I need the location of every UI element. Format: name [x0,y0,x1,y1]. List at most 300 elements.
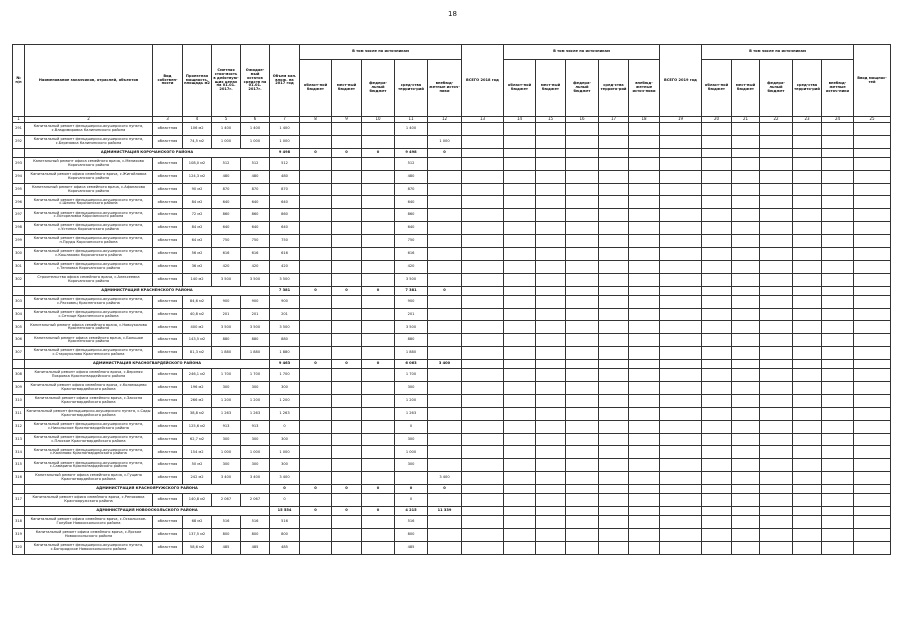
cell-empty [732,260,760,273]
header-src-federal: федера-льный бюджет [566,60,599,117]
table-row [13,222,891,235]
table-row [13,235,891,248]
cell-expected-rest: 640 [241,222,270,235]
column-number: 3 [153,117,183,123]
cell-empty [599,507,629,516]
table-row [13,446,891,459]
cell-empty [854,459,891,472]
cell-empty [854,394,891,407]
header-src-offbudget: внебюд-жетные источ-ники [629,60,660,117]
cell-ownership: областная [153,334,183,347]
cell-empty [702,209,732,222]
cell-empty [536,123,566,136]
cell-empty [760,507,793,516]
cell-empty [504,334,536,347]
cell-empty [599,123,629,136]
cell-empty [760,494,793,507]
cell-src-federal [362,183,395,196]
cell-empty [760,222,793,235]
cell-est-cost: 750 [212,235,241,248]
cell-empty [660,135,702,148]
cell-expected-rest: 913 [241,420,270,433]
cell-volume-2017: 300 [270,382,300,395]
cell-expected-rest: 1 200 [241,394,270,407]
cell-empty [702,196,732,209]
cell-src-territory [395,135,428,148]
cell-empty [629,420,660,433]
cell-volume-2017: 1 700 [270,369,300,382]
cell-expected-rest: 300 [241,459,270,472]
cell-src-local [332,209,362,222]
cell-empty [536,507,566,516]
cell-name: Капитальный ремонт офиса семейного врача, с.Большое Красненского района [25,334,153,347]
cell-volume-2017: 516 [270,516,300,529]
column-number: 22 [760,117,793,123]
cell-empty [599,334,629,347]
cell-num: 308 [13,369,25,382]
cell-src-regional: 0 [300,507,332,516]
cell-empty [504,295,536,308]
cell-empty [793,157,822,170]
cell-empty [760,286,793,295]
cell-empty [536,273,566,286]
cell-empty [504,248,536,261]
cell-src-regional [300,528,332,541]
column-number: 12 [428,117,462,123]
cell-empty [760,433,793,446]
cell-src-offbudget [428,369,462,382]
cell-empty [660,260,702,273]
cell-num: 309 [13,382,25,395]
cell-empty [702,407,732,420]
cell-empty [732,528,760,541]
cell-ownership: областная [153,459,183,472]
cell-src-local [332,222,362,235]
cell-name: Строительство офиса семейного врача, с.Алексеевка Корочанского района [25,273,153,286]
cell-empty [504,459,536,472]
cell-volume-2017: 1 880 [270,347,300,360]
cell-src-federal [362,528,395,541]
cell-empty [660,494,702,507]
cell-src-federal [362,541,395,554]
cell-empty [702,321,732,334]
cell-empty [462,459,504,472]
cell-empty [702,135,732,148]
cell-empty [566,407,599,420]
cell-empty [854,472,891,485]
cell-empty [793,260,822,273]
cell-empty [536,360,566,369]
cell-volume-2017: 201 [270,308,300,321]
cell-est-cost: 880 [212,334,241,347]
cell-empty [629,170,660,183]
cell-src-territory: 750 [395,235,428,248]
cell-src-regional [300,196,332,209]
cell-empty [660,148,702,157]
cell-name: Капитальный ремонт фельдшерско-акушерского пункта, с.Сады Красногвардейского района [25,407,153,420]
cell-empty [536,347,566,360]
cell-empty [629,209,660,222]
cell-empty [822,507,854,516]
cell-src-federal: 0 [362,286,395,295]
cell-empty [854,528,891,541]
cell-est-cost: 3 500 [212,321,241,334]
cell-src-local [332,459,362,472]
cell-empty [599,235,629,248]
cell-src-territory: 420 [395,260,428,273]
cell-src-regional: 0 [300,360,332,369]
cell-empty [566,157,599,170]
cell-empty [536,394,566,407]
cell-empty [793,485,822,494]
cell-src-offbudget [428,516,462,529]
cell-empty [822,183,854,196]
cell-empty [462,360,504,369]
cell-empty [504,347,536,360]
cell-empty [629,260,660,273]
cell-src-local [332,295,362,308]
cell-est-cost: 300 [212,459,241,472]
cell-empty [504,135,536,148]
cell-empty [732,369,760,382]
column-number: 1 [13,117,25,123]
header-row-top [13,45,891,60]
cell-capacity: 106 м2 [183,123,212,136]
cell-empty [760,446,793,459]
cell-src-local [332,472,362,485]
cell-empty [702,459,732,472]
cell-empty [854,170,891,183]
cell-empty [702,295,732,308]
cell-src-regional: 0 [300,148,332,157]
cell-empty [504,528,536,541]
cell-empty [536,222,566,235]
cell-volume-2017: 300 [270,433,300,446]
header-src-offbudget: внебюд-жетные источ-ники [428,60,462,117]
cell-empty [793,183,822,196]
column-number: 8 [300,117,332,123]
cell-ownership: областная [153,433,183,446]
cell-empty [536,369,566,382]
cell-expected-rest: 870 [241,183,270,196]
cell-src-offbudget: 3 400 [428,472,462,485]
cell-capacity: 58,6 м2 [183,541,212,554]
cell-empty [599,286,629,295]
cell-src-offbudget: 3 400 [428,360,462,369]
cell-empty [566,308,599,321]
cell-volume-2017: 9 498 [270,148,300,157]
cell-expected-rest: 1 400 [241,123,270,136]
cell-src-local [332,308,362,321]
cell-empty [760,394,793,407]
cell-empty [536,420,566,433]
cell-name: АДМИНИСТРАЦИЯ КОРОЧАНСКОГО РАЙОНА [25,148,270,157]
cell-empty [599,485,629,494]
cell-name: Капитальный ремонт фельдшерско-акушерского пункта, с.Никольское Красногвардейского района [25,420,153,433]
cell-empty [732,472,760,485]
cell-empty [462,222,504,235]
cell-src-federal [362,334,395,347]
cell-empty [732,459,760,472]
cell-empty [660,248,702,261]
cell-name: Капитальный ремонт офиса семейного врача, с.Жигайловка Корочанского района [25,170,153,183]
cell-capacity: 74,5 м2 [183,135,212,148]
cell-empty [760,260,793,273]
cell-empty [854,308,891,321]
cell-est-cost: 480 [212,170,241,183]
cell-num [13,507,25,516]
cell-src-offbudget: 0 [428,286,462,295]
cell-empty [732,382,760,395]
cell-src-local: 0 [332,148,362,157]
cell-empty [702,394,732,407]
cell-src-offbudget [428,541,462,554]
cell-empty [504,407,536,420]
cell-empty [760,516,793,529]
cell-name: Капитальный ремонт фельдшерско-акушерского пункта, с.Богородское Новооскольского района [25,541,153,554]
cell-empty [732,494,760,507]
cell-num: 313 [13,433,25,446]
cell-empty [566,196,599,209]
cell-name: Капитальный ремонт фельдшерско-акушерского пункта, с.Староуколово Красненского района [25,347,153,360]
cell-est-cost: 616 [212,248,241,261]
cell-num: 299 [13,235,25,248]
cell-empty [462,235,504,248]
cell-src-territory: 1 400 [395,123,428,136]
cell-num: 318 [13,516,25,529]
cell-expected-rest: 1 880 [241,347,270,360]
table-row [13,321,891,334]
header-src-federal: федера-льный бюджет [760,60,793,117]
cell-src-territory: 516 [395,516,428,529]
header-sources-2017: В том числе по источникам [300,45,462,60]
cell-ownership: областная [153,420,183,433]
cell-src-territory: 0 [395,485,428,494]
cell-empty [462,541,504,554]
section-row [13,360,891,369]
cell-src-regional [300,135,332,148]
cell-empty [854,433,891,446]
cell-ownership: областная [153,446,183,459]
table-row [13,183,891,196]
table-row [13,295,891,308]
cell-empty [822,260,854,273]
cell-empty [629,360,660,369]
column-number: 10 [362,117,395,123]
cell-empty [660,394,702,407]
cell-empty [793,516,822,529]
cell-empty [854,347,891,360]
cell-src-territory [395,472,428,485]
cell-src-territory: 3 500 [395,321,428,334]
cell-empty [462,528,504,541]
cell-src-offbudget [428,321,462,334]
cell-src-federal [362,321,395,334]
cell-empty [822,433,854,446]
cell-empty [793,420,822,433]
cell-empty [462,286,504,295]
cell-empty [793,459,822,472]
cell-capacity: 140 м2 [183,273,212,286]
column-number: 9 [332,117,362,123]
table-row [13,157,891,170]
cell-empty [702,369,732,382]
cell-empty [536,260,566,273]
cell-src-regional [300,516,332,529]
cell-empty [536,407,566,420]
cell-empty [732,135,760,148]
cell-name: Капитальный ремонт офиса семейного врача, с.Засосна Красногвардейского района [25,394,153,407]
cell-empty [760,420,793,433]
cell-empty [822,459,854,472]
cell-empty [732,286,760,295]
cell-empty [822,541,854,554]
cell-empty [854,183,891,196]
cell-empty [760,135,793,148]
cell-empty [599,308,629,321]
header-src-regional: област-ной бюджет [300,60,332,117]
cell-empty [566,541,599,554]
table-row [13,516,891,529]
cell-empty [702,123,732,136]
cell-empty [702,485,732,494]
cell-empty [702,472,732,485]
cell-empty [822,308,854,321]
cell-expected-rest: 880 [241,334,270,347]
cell-src-regional [300,494,332,507]
cell-expected-rest: 3 500 [241,273,270,286]
cell-empty [462,157,504,170]
table-row [13,334,891,347]
cell-capacity: 84,6 м2 [183,295,212,308]
table-row [13,369,891,382]
cell-src-territory: 1 880 [395,347,428,360]
cell-empty [599,420,629,433]
cell-empty [822,196,854,209]
cell-capacity: 90 м2 [183,183,212,196]
cell-empty [629,321,660,334]
cell-expected-rest: 3 500 [241,321,270,334]
cell-empty [660,235,702,248]
column-number: 23 [793,117,822,123]
cell-empty [854,157,891,170]
cell-empty [822,273,854,286]
cell-empty [760,273,793,286]
cell-empty [760,360,793,369]
cell-empty [504,494,536,507]
cell-src-regional [300,433,332,446]
cell-src-federal [362,369,395,382]
cell-empty [760,541,793,554]
cell-empty [732,321,760,334]
cell-empty [793,407,822,420]
cell-src-territory: 3 500 [395,273,428,286]
cell-empty [629,394,660,407]
cell-src-regional: 0 [300,485,332,494]
cell-empty [732,394,760,407]
cell-empty [660,407,702,420]
cell-empty [504,420,536,433]
cell-empty [854,369,891,382]
cell-empty [660,459,702,472]
column-number: 19 [660,117,702,123]
cell-num: 293 [13,157,25,170]
cell-empty [854,507,891,516]
cell-capacity: 68 м2 [183,516,212,529]
cell-volume-2017: 300 [270,459,300,472]
section-row [13,148,891,157]
cell-empty [793,494,822,507]
cell-empty [793,196,822,209]
cell-empty [732,209,760,222]
cell-est-cost: 3 400 [212,472,241,485]
cell-src-federal [362,433,395,446]
cell-empty [504,235,536,248]
cell-empty [702,183,732,196]
column-number: 25 [854,117,891,123]
cell-empty [536,248,566,261]
header-src-local: мест-ный бюджет [332,60,362,117]
cell-src-territory: 860 [395,209,428,222]
cell-empty [760,157,793,170]
cell-empty [599,295,629,308]
cell-num [13,360,25,369]
cell-src-local [332,394,362,407]
cell-src-federal [362,135,395,148]
cell-volume-2017: 512 [270,157,300,170]
cell-empty [732,248,760,261]
cell-volume-2017: 640 [270,222,300,235]
table-row [13,196,891,209]
cell-volume-2017: 9 463 [270,360,300,369]
cell-empty [793,123,822,136]
cell-name: Капитальный ремонт фельдшерско-акушерского пункта, с.Березовка Калининского района [25,135,153,148]
cell-empty [854,148,891,157]
table-row [13,382,891,395]
table-row [13,273,891,286]
cell-empty [599,183,629,196]
cell-volume-2017: 800 [270,528,300,541]
column-number: 6 [241,117,270,123]
cell-volume-2017: 1 263 [270,407,300,420]
cell-src-offbudget: 0 [428,485,462,494]
cell-src-regional [300,334,332,347]
cell-expected-rest: 3 400 [241,472,270,485]
cell-src-territory: 870 [395,183,428,196]
cell-num: 297 [13,209,25,222]
cell-empty [629,148,660,157]
cell-est-cost: 300 [212,433,241,446]
cell-empty [660,321,702,334]
cell-capacity: 50 м2 [183,459,212,472]
cell-est-cost: 1 200 [212,394,241,407]
cell-empty [660,209,702,222]
cell-empty [536,286,566,295]
cell-empty [732,334,760,347]
cell-src-regional [300,459,332,472]
table-row [13,209,891,222]
cell-empty [854,286,891,295]
cell-empty [760,170,793,183]
cell-empty [732,295,760,308]
cell-empty [629,123,660,136]
cell-empty [536,209,566,222]
cell-src-offbudget: 11 339 [428,507,462,516]
cell-empty [599,209,629,222]
cell-est-cost: 640 [212,196,241,209]
cell-num: 295 [13,183,25,196]
cell-empty [566,494,599,507]
